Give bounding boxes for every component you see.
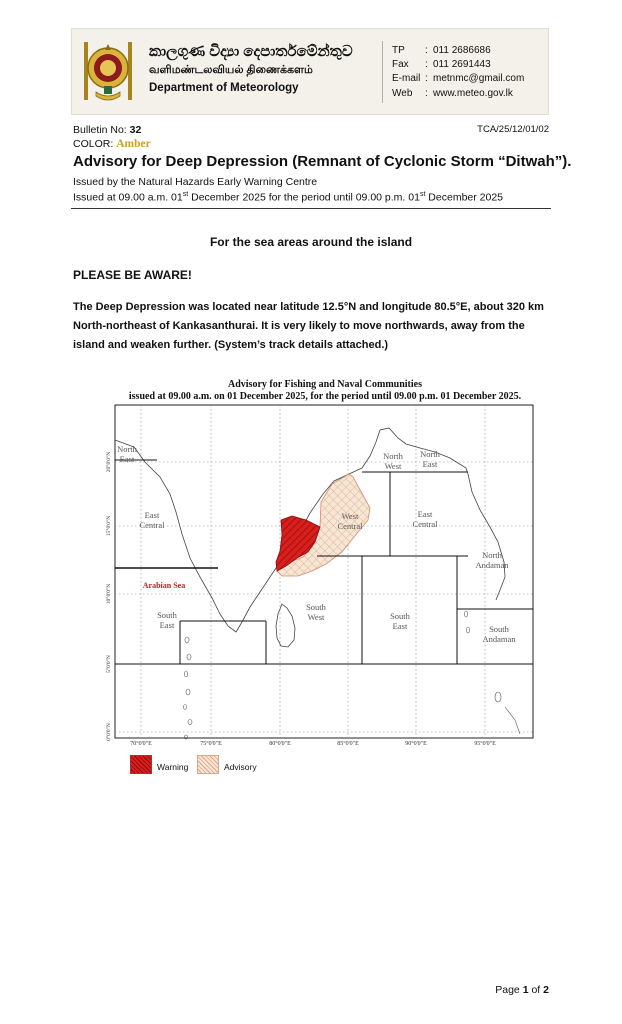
contact-key: Fax [392,59,409,71]
contact-key: TP [392,45,405,56]
contact-key: Web [392,87,413,99]
contact-row-web: Web : www.meteo.gov.lk [392,87,524,101]
letterhead [71,28,549,115]
map-title-line1: Advisory for Fishing and Naval Communities [227,379,422,390]
lon-label-70e: 70°0'0"E [130,741,152,747]
issued-by: Issued by the Natural Hazards Early Warning Centre [73,176,318,188]
contact-email-link[interactable]: metnmc@gmail.com [433,73,525,85]
org-name-tamil: வளிமண்டலவியல் திணைக்களம் [149,64,313,76]
contact-value: 011 2686686 [433,45,491,56]
contact-key: E-mail [392,73,421,85]
title-divider [71,208,551,209]
lat-label-15n: 15°0'0"N [106,515,112,537]
sri-lanka-emblem-icon [82,38,134,104]
warning-legend-label: Warning [157,762,189,772]
lon-label-80e: 80°0'0"E [269,741,291,747]
lon-label-85e: 85°0'0"E [337,741,359,747]
org-name-english: Department of Meteorology [149,82,299,94]
map-frame [115,405,533,738]
region-label-south-east-west: South East [157,610,177,630]
lat-label-10n: 10°0'0"N [106,583,112,605]
region-label-west-central: West Central [337,511,363,531]
lat-label-0n: 0°0'0"N [106,723,112,741]
lat-label-5n: 5°0'0"N [106,655,112,673]
region-label-south-andaman: South Andaman [482,624,516,644]
advisory-swatch [197,755,219,774]
advisory-title: Advisory for Deep Depression (Remnant of Cyclonic Storm “Ditwah”). [73,153,572,170]
bulletin-reference: TCA/25/12/01/02 [477,124,549,135]
contact-row-tp: TP : 011 2686686 [392,44,524,58]
contact-web-link[interactable]: www.meteo.gov.lk [433,87,513,99]
region-label-north-west: North West [383,451,403,471]
warning-swatch [130,755,152,774]
region-label-north-east-west: North East [117,444,137,464]
map-title [100,379,550,403]
contact-row-email: E-mail : metnmc@gmail.com [392,72,524,86]
bulletin-color: COLOR: Amber [73,138,151,150]
page-number: Page 1 of 2 [495,984,549,996]
contact-value: 011 2691443 [433,59,491,71]
org-name-sinhala: කාලගුණ විද්‍යා දෙපාර්තමේන්තුව [149,43,353,60]
header-divider [382,41,383,103]
sea-heading: For the sea areas around the island [209,235,413,249]
region-label-north-andaman: North Andaman [475,550,509,570]
advisory-paragraph: The Deep Depression was located near latitude 12.5°N and longitude 80.5°E, about 320 km North-northeast of Kankasanthurai. It is very likely to move northwards, away from the island and weaken further. (System’s track details attached.) [73,301,544,351]
advisory-legend-label: Advisory [224,762,257,772]
region-label-south-east: South East [390,611,410,631]
issued-at: Issued at 09.00 a.m. 01st December 2025 for the period until 09.00 p.m. 01st December 2025 [73,191,504,204]
arabian-sea-label: Arabian Sea [142,581,186,590]
map-title-line2: issued at 09.00 a.m. on 01 December 2025, for the period until 09.00 p.m. 01 December 2025. [128,391,522,402]
lon-label-75e: 75°0'0"E [200,741,222,747]
lon-label-90e: 90°0'0"E [405,741,427,747]
region-label-south-west: South West [306,602,326,622]
region-label-east-central-west: East Central [139,510,165,530]
bulletin-number: Bulletin No: 32 [73,124,142,136]
color-value: Amber [116,138,151,150]
region-label-east-central: East Central [412,509,438,529]
advisory-map [100,402,540,747]
contact-row-fax: Fax : 011 2691443 [392,58,524,72]
aware-heading: PLEASE BE AWARE! [73,268,192,282]
lon-label-95e: 95°0'0"E [474,741,496,747]
contact-block [392,44,524,101]
region-label-north-east: North East [420,449,440,469]
lat-label-20n: 20°0'0"N [106,451,112,473]
